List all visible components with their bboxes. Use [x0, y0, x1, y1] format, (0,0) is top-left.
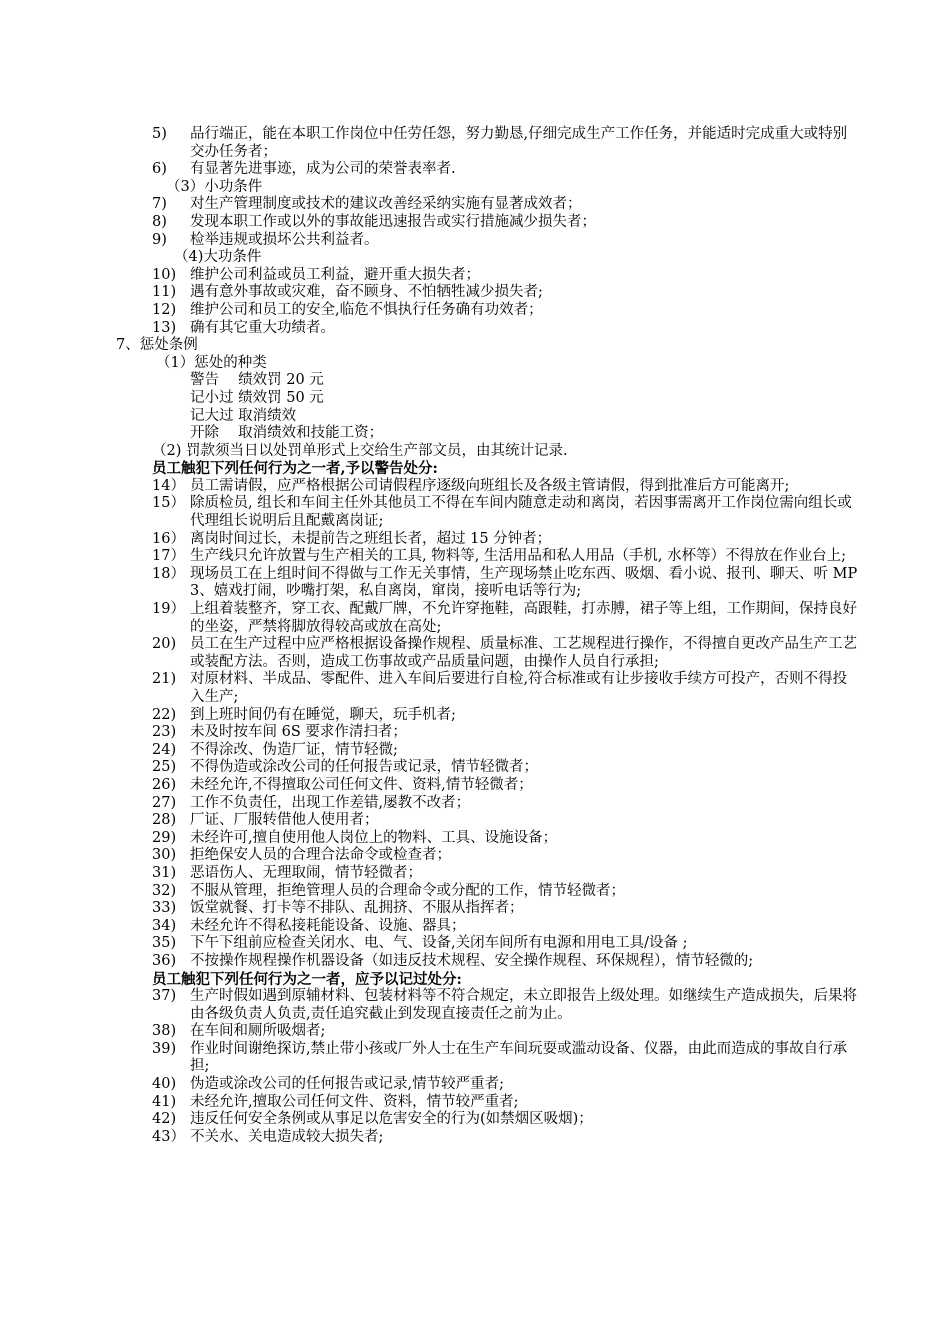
list-item — [0, 759, 950, 777]
list-item-text: 未经许可,擅自使用他人岗位上的物料、工具、设施设备； — [190, 829, 558, 846]
list-item-number: 41) — [152, 1093, 177, 1110]
list-item — [0, 707, 950, 725]
penalty-type: 记小过 绩效罚 50 元 — [190, 389, 324, 406]
subsection-heading: （3）小功条件 — [166, 178, 263, 195]
list-item-number: 26) — [152, 776, 177, 793]
list-item — [0, 1129, 950, 1147]
list-item — [0, 548, 950, 566]
list-item-text: 到上班时间仍有在睡觉，聊天，玩手机者; — [190, 706, 456, 723]
list-item — [0, 636, 950, 671]
bold-heading: 员工触犯下列任何行为之一者，应予以记过处分: — [152, 970, 462, 988]
penalty-type: 开除 取消绩效和技能工资； — [190, 425, 384, 442]
list-item — [0, 953, 950, 971]
list-item — [0, 601, 950, 636]
list-item-number: 16） — [152, 530, 185, 547]
list-item-text: 拒绝保安人员的合理合法命令或检查者； — [190, 847, 451, 864]
list-item-number: 43） — [152, 1128, 185, 1145]
list-item-number: 25) — [152, 759, 177, 776]
section-heading: 7、惩处条例 — [116, 337, 198, 354]
list-item — [0, 566, 950, 601]
document-body — [0, 126, 950, 1146]
list-item-number: 32) — [152, 882, 177, 899]
list-item — [0, 267, 950, 285]
list-item-number: 14） — [152, 477, 185, 494]
list-item-text: 下午下组前应检查关闭水、电、气、设备,关闭车间所有电源和用电工具/设备 ; — [190, 935, 688, 952]
subsection-heading: （4)大功条件 — [174, 249, 262, 266]
list-item-number: 19） — [152, 601, 185, 618]
list-item-text: 发现本职工作或以外的事故能迅速报告或实行措施减少损失者； — [190, 213, 596, 230]
list-item — [0, 232, 950, 250]
list-item-text: 上组着装整齐，穿工衣、配戴厂牌，不允许穿拖鞋，高跟鞋，打赤膊，裙子等上组，工作期间，保持良好的坐姿，严禁将脚放得较高或放在高处; — [190, 601, 857, 635]
list-item-number: 15） — [152, 495, 185, 512]
list-item-number: 17） — [152, 548, 185, 565]
list-item-number: 31) — [152, 864, 177, 881]
list-item-number: 28) — [152, 812, 177, 829]
list-item — [0, 918, 950, 936]
list-item — [0, 742, 950, 760]
list-item — [0, 302, 950, 320]
list-item-number: 34) — [152, 917, 177, 934]
paragraph: （2) 罚款须当日以处罚单形式上交给生产部文员，由其统计记录. — [152, 442, 568, 459]
list-item-text: 品行端正，能在本职工作岗位中任劳任怨，努力勤恳,仔细完成生产工作任务，并能适时完成重大或特别交办任务者； — [190, 126, 848, 160]
list-item-number: 35) — [152, 935, 177, 952]
list-item — [0, 935, 950, 953]
list-item — [0, 900, 950, 918]
list-item — [0, 671, 950, 706]
list-item — [0, 320, 950, 338]
list-item-text: 生产时假如遇到原辅材料、包装材料等不符合规定，未立即报告上级处理。如继续生产造成损失，后果将由各级负责人负责,责任追究截止到发现直接责任之前为止。 — [190, 988, 857, 1022]
list-item-number: 20) — [152, 636, 177, 653]
list-item-text: 生产线只允许放置与生产相关的工具, 物料等, 生活用品和私人用品（手机, 水杯等）不得放在作业台上; — [190, 548, 847, 565]
list-item — [0, 1076, 950, 1094]
list-item-text: 对生产管理制度或技术的建议改善经采纳实施有显著成效者； — [190, 196, 582, 213]
list-item-number: 13) — [152, 319, 177, 336]
list-item-number: 21) — [152, 671, 177, 688]
list-item — [0, 126, 950, 161]
list-item-text: 离岗时间过长，未提前告之班组长者，超过 15 分钟者； — [190, 530, 552, 547]
list-item — [0, 865, 950, 883]
list-item-text: 有显著先进事迹，成为公司的荣誉表率者. — [190, 161, 456, 178]
list-item — [0, 196, 950, 214]
list-item-text: 不得伪造或涂改公司的任何报告或记录，情节轻微者； — [190, 759, 538, 776]
list-item-text: 遇有意外事故或灾难，奋不顾身、不怕牺牲减少损失者; — [190, 284, 543, 301]
list-item-text: 厂证、厂服转借他人使用者； — [190, 812, 379, 829]
list-item — [0, 214, 950, 232]
list-item-number: 27) — [152, 794, 177, 811]
list-item-text: 确有其它重大功绩者。 — [190, 319, 335, 336]
list-item-text: 现场员工在上组时间不得做与工作无关事情，生产现场禁止吃东西、吸烟、看小说、报刊、聊天、听 MP3、嬉戏打闹，吵嘴打架，私自离岗，窜岗，接听电话等行为; — [190, 565, 858, 600]
list-item-text: 在车间和厕所吸烟者; — [190, 1023, 326, 1040]
list-item — [0, 988, 950, 1023]
list-item-number: 23) — [152, 724, 177, 741]
list-item — [0, 830, 950, 848]
list-item-text: 恶语伤人、无理取闹，情节轻微者； — [190, 864, 422, 881]
list-item-number: 37) — [152, 988, 177, 1005]
list-item-text: 不服从管理，拒绝管理人员的合理命令或分配的工作，情节轻微者； — [190, 882, 625, 899]
list-item-number: 42) — [152, 1111, 177, 1128]
list-item — [0, 478, 950, 496]
list-item — [0, 1041, 950, 1076]
list-item — [0, 847, 950, 865]
list-item-text: 未经允许不得私接耗能设备、设施、器具； — [190, 917, 466, 934]
list-item-number: 11) — [152, 284, 177, 301]
list-item-number: 38) — [152, 1023, 177, 1040]
list-item — [0, 531, 950, 549]
list-item — [0, 495, 950, 530]
list-item-number: 5) — [152, 126, 167, 142]
list-item-number: 36) — [152, 952, 177, 969]
list-item-text: 工作不负责任，出现工作差错,屡教不改者； — [190, 794, 471, 811]
list-item-number: 39) — [152, 1040, 177, 1057]
bold-heading: 员工触犯下列任何行为之一者,予以警告处分: — [152, 460, 438, 478]
list-item-number: 24) — [152, 741, 177, 758]
list-item — [0, 795, 950, 813]
list-item-number: 7) — [152, 196, 167, 213]
list-item-text: 除质检员, 组长和车间主任外其他员工不得在车间内随意走动和离岗，若因事需离开工作岗位需向组长或代理组长说明后且配戴离岗证; — [190, 495, 852, 530]
list-item-number: 33) — [152, 900, 177, 917]
list-item — [0, 1094, 950, 1112]
list-item-text: 不按操作规程操作机器设备（如违反技术规程、安全操作规程、环保规程），情节轻微的; — [190, 952, 754, 969]
list-item-number: 29) — [152, 829, 177, 846]
list-item-text: 未及时按车间 6S 要求作清扫者； — [190, 724, 407, 741]
list-item-text: 伪造或涂改公司的任何报告或记录,情节较严重者; — [190, 1076, 504, 1093]
penalty-type: 警告 绩效罚 20 元 — [190, 372, 324, 389]
list-item-text: 未经允许,不得擅取公司任何文件、资料,情节轻微者； — [190, 776, 533, 793]
list-item-text: 检举违规或损坏公共利益者。 — [190, 231, 379, 248]
list-item-text: 维护公司利益或员工利益，避开重大损失者； — [190, 266, 480, 283]
list-item-text: 作业时间谢绝探访,禁止带小孩或厂外人士在生产车间玩耍或滥动设备、仪器，由此而造成的事故自行承担; — [190, 1040, 848, 1075]
list-item-number: 8) — [152, 213, 167, 230]
list-item — [0, 724, 950, 742]
list-item-number: 12) — [152, 301, 177, 318]
list-item-number: 30) — [152, 847, 177, 864]
list-item — [0, 161, 950, 179]
list-item-number: 6) — [152, 161, 167, 178]
list-item-number: 9) — [152, 231, 167, 248]
list-item-number: 40) — [152, 1076, 177, 1093]
subsection-heading: （1）惩处的种类 — [156, 354, 267, 371]
list-item-text: 未经允许,擅取公司任何文件、资料，情节较严重者; — [190, 1093, 519, 1110]
list-item-number: 10) — [152, 266, 177, 283]
list-item-text: 员工在生产过程中应严格根据设备操作规程、质量标准、工艺规程进行操作，不得擅自更改产品生产工艺或装配方法。否则，造成工伤事故或产品质量问题，由操作人员自行承担; — [190, 636, 857, 670]
list-item-text: 饭堂就餐、打卡等不排队、乱拥挤、不服从指挥者； — [190, 900, 524, 917]
list-item — [0, 812, 950, 830]
list-item — [0, 1111, 950, 1129]
list-item — [0, 284, 950, 302]
list-item-text: 维护公司和员工的安全,临危不惧执行任务确有功效者； — [190, 301, 543, 318]
list-item-text: 不得涂改、伪造厂证，情节轻微; — [190, 741, 398, 758]
list-item-number: 22) — [152, 706, 177, 723]
list-item — [0, 777, 950, 795]
list-item-text: 不关水、关电造成较大损失者; — [190, 1128, 384, 1145]
list-item-text: 违反任何安全条例或从事足以危害安全的行为(如禁烟区吸烟)； — [190, 1111, 593, 1128]
list-item — [0, 1023, 950, 1041]
penalty-type: 记大过 取消绩效 — [190, 407, 297, 424]
list-item-text: 对原材料、半成品、零配件、进入车间后要进行自检,符合标准或有让步接收手续方可投产，否则不得投入生产; — [190, 671, 848, 705]
list-item-text: 员工需请假，应严格根据公司请假程序逐级向班组长及各级主管请假，得到批准后方可能离开; — [190, 477, 790, 494]
list-item-number: 18） — [152, 565, 185, 582]
list-item — [0, 883, 950, 901]
